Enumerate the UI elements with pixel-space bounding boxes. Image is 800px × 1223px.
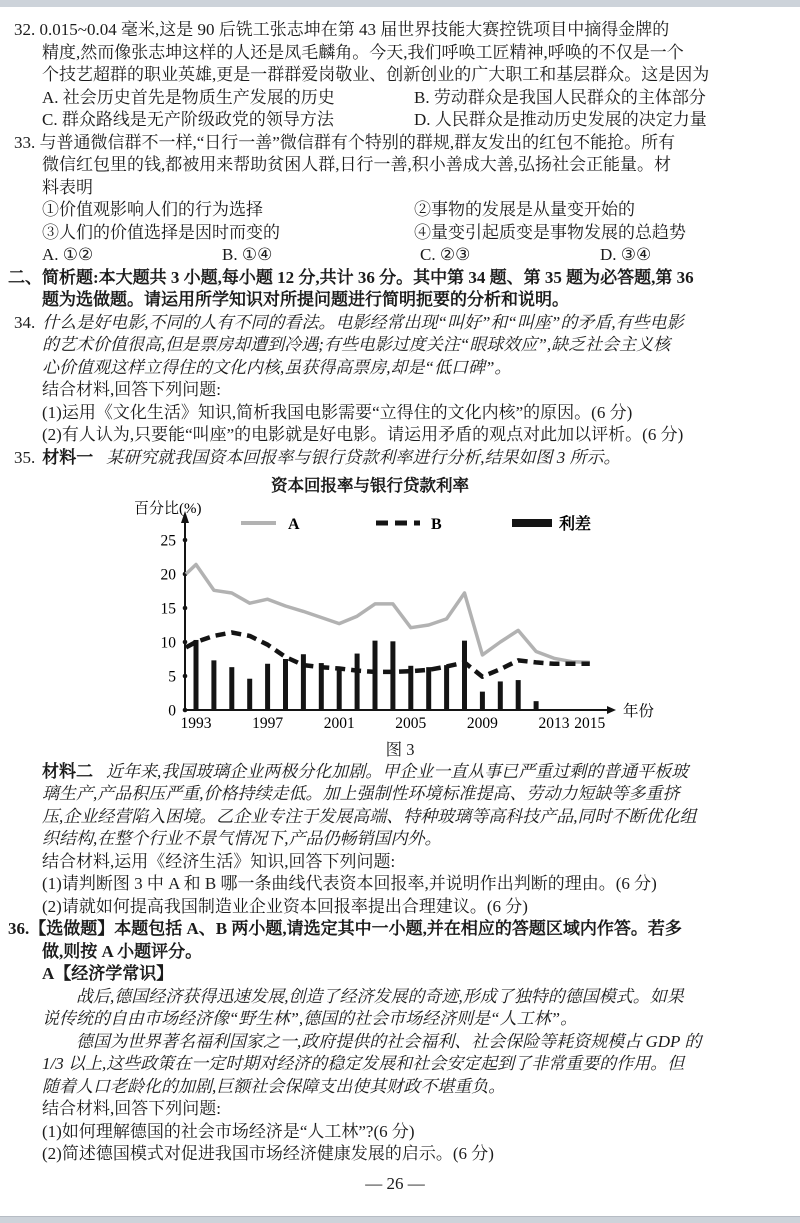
spread-bar-2012 <box>534 701 539 710</box>
q35-material-2-line-2: 璃生产,产品积压严重,价格持续走低。加上强制性环境标准提高、劳动力短缺等多重挤 <box>42 784 680 803</box>
y-tick-dot <box>183 606 188 611</box>
spread-bar-2008 <box>462 641 467 710</box>
q36-paragraph-2-line-1: 德国为世界著名福利国家之一,政府提供的社会福利、社会保险等耗资规模占 GDP 的 <box>76 1031 702 1051</box>
q33-answer-b: B. ①④ <box>222 245 273 264</box>
spread-bar-2007 <box>444 665 449 710</box>
q36-subquestion-2: (2)简述德国模式对促进我国市场经济健康发展的启示。(6 分) <box>42 1144 494 1163</box>
q35-intro-line <box>0 447 790 470</box>
x-axis-title: 年份 <box>623 703 655 720</box>
q32-option-a: A. 社会历史首先是物质生产发展的历史 <box>42 87 335 107</box>
q36-paragraph-2-line-2: 1/3 以上,这些政策在一定时期对经济的稳定发展和社会安定起到了非常重要的作用。但 <box>42 1054 685 1073</box>
q32-options-row-2 <box>0 109 790 132</box>
q35-material-2-label: 材料二 <box>42 761 93 781</box>
q34-number: 34. <box>14 312 36 332</box>
series-B-line <box>186 633 590 677</box>
q33-line-2: 微信红包里的钱,都被用来帮助贫困人群,日行一善,积小善成大善,弘扬社会正能量。材 <box>42 155 671 174</box>
q36-paragraph-2-line-3: 随着人口老龄化的加剧,巨额社会保障支出使其财政不堪重负。 <box>42 1076 506 1096</box>
chart-title: 资本回报率与银行贷款利率 <box>271 476 469 495</box>
q36-line-9: 结合材料,回答下列问题: <box>42 1099 221 1118</box>
spread-bar-2009 <box>480 692 485 710</box>
spread-bar-2011 <box>516 680 521 710</box>
q32-line-2: 精度,然而像张志坤这样的人还是凤毛麟角。今天,我们呼唤工匠精神,呼唤的不仅是一个 <box>42 42 684 62</box>
y-tick-dot <box>183 640 188 645</box>
x-tick-label: 2015 <box>574 715 606 732</box>
spread-bar-2000 <box>319 663 324 710</box>
q33-answer-d: D. ③④ <box>600 245 652 264</box>
y-tick-label: 25 <box>160 532 176 550</box>
x-tick-label: 2005 <box>395 715 427 732</box>
x-tick-label: 2009 <box>466 715 498 732</box>
legend-A-label: A <box>288 516 300 533</box>
q35-material-2-line-3: 压,企业经营陷入困境。乙企业专注于发展高端、特种玻璃等高科技产品,同时不断优化组 <box>42 806 697 826</box>
q35-material-2-line-4: 织结构,在整个行业不景气情况下,产品仍畅销国内外。 <box>42 829 442 848</box>
legend-利差-sample <box>512 519 552 527</box>
spread-bar-1996 <box>247 679 252 710</box>
q33-answer-a: A. ①② <box>42 245 94 264</box>
spread-bar-1993 <box>194 640 199 710</box>
y-tick-label: 10 <box>160 634 176 652</box>
q36-option-a-header: A【经济学常识】 <box>42 964 174 983</box>
y-tick-label: 0 <box>168 702 176 720</box>
q36-line-2: 做,则按 A 小题评分。 <box>42 941 203 961</box>
spread-bar-1999 <box>301 654 306 710</box>
q36-line-1: 36.【选做题】本题包括 A、B 两小题,请选定其中一小题,并在相应的答题区域内作答。若多 <box>8 919 682 938</box>
q34-subquestion-2: (2)有人认为,只要能“叫座”的电影就是好电影。请运用矛盾的观点对此加以评析。(6 分) <box>42 425 684 444</box>
q32-option-b: B. 劳动群众是我国人民群众的主体部分 <box>414 87 706 107</box>
q32-option-d: D. 人民群众是推动历史发展的决定力量 <box>414 110 707 129</box>
q36-paragraph-1-line-2: 说传统的自由市场经济像“野生林”,德国的社会市场经济则是“人工林”。 <box>42 1009 578 1028</box>
capital-return-vs-loan-rate-chart <box>0 497 800 732</box>
q34-subquestion-1: (1)运用《文化生活》知识,简析我国电影需要“立得住的文化内核”的原因。(6 分) <box>42 402 633 422</box>
q35-material-1-label: 材料一 <box>42 447 94 467</box>
q33-line-1: 33. 与普通微信群不一样,“日行一善”微信群有个特别的群规,群友发出的红包不能抢。所有 <box>14 132 676 152</box>
spread-bar-2003 <box>373 641 378 710</box>
spread-bar-2006 <box>426 667 431 710</box>
spread-bar-2010 <box>498 681 503 710</box>
spread-bar-1995 <box>229 667 234 710</box>
q35-material-2-text-1: 近年来,我国玻璃企业两极分化加剧。甲企业一直从事已严重过剩的普通平板玻 <box>106 761 689 781</box>
spread-bar-1997 <box>265 664 270 710</box>
q35-subquestion-1: (1)请判断图 3 中 A 和 B 哪一条曲线代表资本回报率,并说明作出判断的理由。(6 分) <box>42 874 657 893</box>
y-tick-dot <box>183 538 188 543</box>
q33-statement-3: ③人们的价值选择是因时而变的 <box>42 222 280 242</box>
x-tick-label: 2001 <box>323 715 355 732</box>
q33-statements-row-1 <box>0 199 790 222</box>
chart-caption: 图 3 <box>385 739 415 759</box>
series-A-line <box>186 565 590 663</box>
y-tick-dot <box>183 708 188 713</box>
q35-number: 35. <box>14 447 36 467</box>
section2-header-line-2: 题为选做题。请运用所学知识对所提问题进行简明扼要的分析和说明。 <box>42 290 569 309</box>
spread-bar-2002 <box>355 654 360 710</box>
q35-subquestion-2: (2)请就如何提高我国制造业企业资本回报率提出合理建议。(6 分) <box>42 896 528 916</box>
page-top-edge <box>0 0 800 7</box>
figure-3 <box>0 475 790 761</box>
q36-paragraph-1-line-1: 战后,德国经济获得迅速发展,创造了经济发展的奇迹,形成了独特的德国模式。如果 <box>76 986 684 1006</box>
q34-line-3: 心价值观这样立得住的文化内核,虽获得高票房,却是“低口碑”。 <box>42 357 512 377</box>
q35-line-5: 结合材料,运用《经济生活》知识,回答下列问题: <box>42 851 396 871</box>
page-bottom-edge <box>0 1216 800 1223</box>
legend-利差-label: 利差 <box>559 516 592 533</box>
y-tick-label: 20 <box>160 566 176 584</box>
q32-line-1: 32. 0.015~0.04 毫米,这是 90 后铣工张志坤在第 43 届世界技能大赛控铣项目中摘得金牌的 <box>14 20 670 39</box>
spread-bar-2004 <box>390 641 395 710</box>
x-tick-label: 2013 <box>538 715 570 732</box>
q32-line-3: 个技艺超群的职业英雄,更是一群群爱岗敬业、创新创业的广大职工和基层群众。这是因为 <box>42 65 710 84</box>
q35-intro-text: 某研究就我国资本回报率与银行贷款利率进行分析,结果如图 3 所示。 <box>106 447 621 467</box>
q32-option-c: C. 群众路线是无产阶级政党的领导方法 <box>42 110 334 129</box>
section2-header-line-1: 二、简析题:本大题共 3 小题,每小题 12 分,共计 36 分。其中第 34 题、第 35 题为必答题,第 36 <box>8 267 694 287</box>
q34-text-1: 什么是好电影,不同的人有不同的看法。电影经常出现“叫好”和“叫座”的矛盾,有些电影 <box>42 312 684 332</box>
y-tick-label: 15 <box>160 600 176 618</box>
spread-bar-2001 <box>337 667 342 710</box>
q34-line-1 <box>0 312 790 335</box>
q33-answer-c: C. ②③ <box>420 245 471 264</box>
spread-bar-1994 <box>211 660 216 710</box>
y-axis-title: 百分比(%) <box>134 501 202 517</box>
y-tick-label: 5 <box>168 668 176 686</box>
q33-statement-1: ①价值观影响人们的行为选择 <box>42 200 263 219</box>
q33-statements-row-2 <box>0 222 790 245</box>
x-tick-label: 1993 <box>180 715 212 732</box>
q33-statement-4: ④量变引起质变是事物发展的总趋势 <box>414 222 686 242</box>
q32-options-row-1 <box>0 87 790 110</box>
y-tick-dot <box>183 674 188 679</box>
q33-line-3: 料表明 <box>42 177 93 197</box>
x-tick-label: 1997 <box>252 715 284 732</box>
x-axis-arrow <box>607 706 616 714</box>
q33-answers-row <box>0 244 790 267</box>
page-number-footer: — 26 — <box>365 1173 425 1193</box>
q35-material-2-line-1 <box>0 761 790 784</box>
spread-bar-1998 <box>283 659 288 710</box>
q34-line-2: 的艺术价值很高,但是票房却遭到冷遇;有些电影过度关注“眼球效应”,缺乏社会主义核 <box>42 335 671 354</box>
q33-statement-2: ②事物的发展是从量变开始的 <box>414 200 635 219</box>
legend-B-label: B <box>431 516 442 533</box>
q34-line-4: 结合材料,回答下列问题: <box>42 380 221 399</box>
q36-subquestion-1: (1)如何理解德国的社会市场经济是“人工林”?(6 分) <box>42 1121 415 1141</box>
